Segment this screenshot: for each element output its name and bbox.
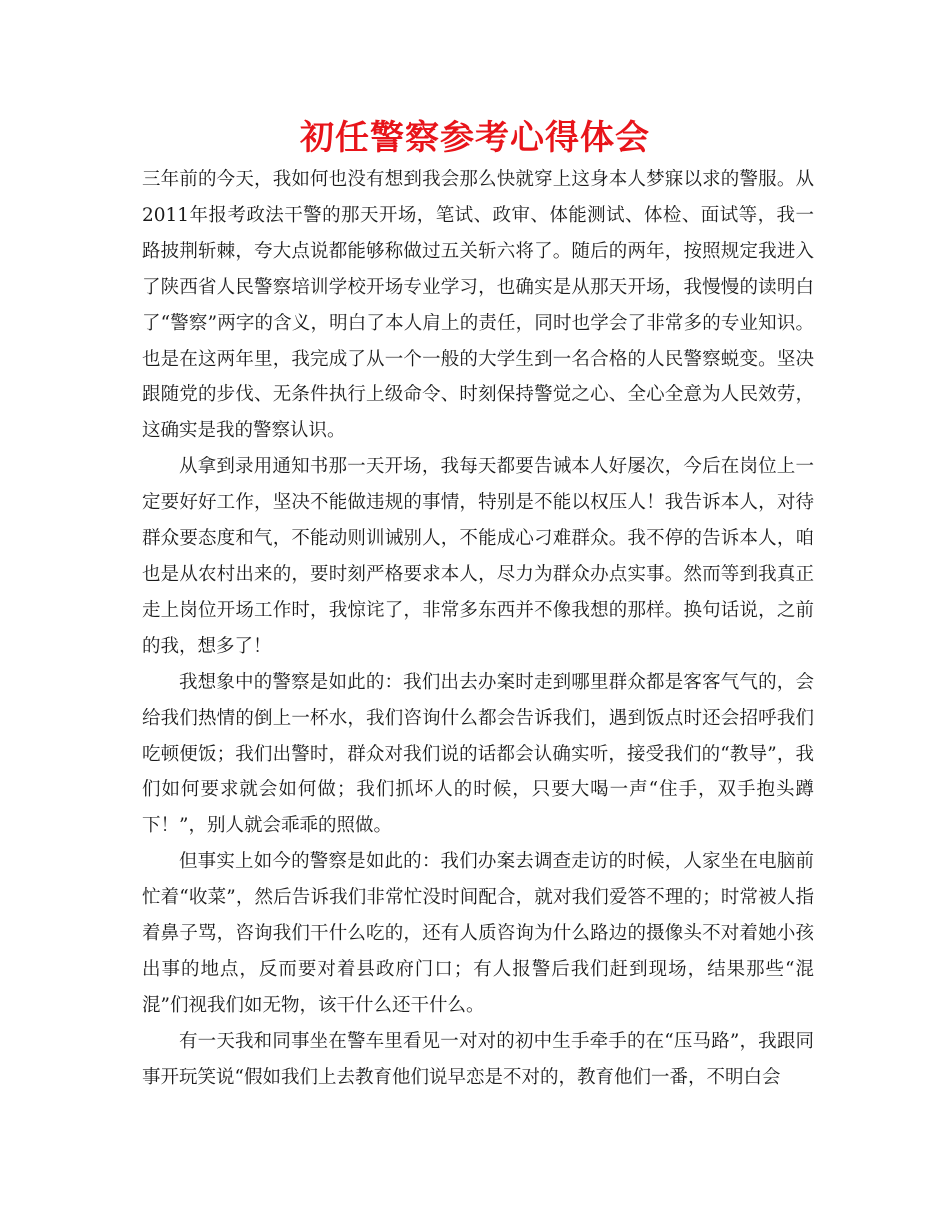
paragraph: 三年前的今天，我如何也没有想到我会那么快就穿上这身本人梦寐以求的警服。从2011年报考政法干警的那天开场，笔试、政审、体能测试、体检、面试等，我一路披荆斩棘，夸大点说都能够称做过五关斩六将了。随后的两年，按照规定我进入了陕西省人民警察培训学校开场专业学习，也确实是从那天开场，我慢慢的读明白了“警察”两字的含义，明白了本人肩上的责任，同时也学会了非常多的专业知识。也是在这两年里，我完成了从一个一般的大学生到一名合格的人民警察蜕变。坚决跟随党的步伐、无条件执行上级命令、时刻保持警觉之心、全心全意为人民效劳，这确实是我的警察认识。 (142, 169, 814, 442)
document-title: 初任警察参考心得体会 (300, 118, 650, 158)
document-body (142, 162, 814, 1096)
paragraph: 从拿到录用通知书那一天开场，我每天都要告诫本人好屡次，今后在岗位上一定要好好工作，坚决不能做违规的事情，特别是不能以权压人！我告诉本人，对待群众要态度和气，不能动则训诫别人，不能成心刁难群众。我不停的告诉本人，咱也是从农村出来的，要时刻严格要求本人，尽力为群众办点实事。然而等到我真正走上岗位开场工作时，我惊诧了，非常多东西并不像我想的那样。换句话说，之前的我，想多了！ (142, 456, 814, 657)
paragraph: 我想象中的警察是如此的：我们出去办案时走到哪里群众都是客客气气的，会给我们热情的倒上一杯水，我们咨询什么都会告诉我们，遇到饭点时还会招呼我们吃顿便饭；我们出警时，群众对我们说的话都会认确实听，接受我们的“教导”，我们如何要求就会如何做；我们抓坏人的时候，只要大喝一声“住手，双手抱头蹲下！”，别人就会乖乖的照做。 (142, 671, 814, 837)
paragraph: 有一天我和同事坐在警车里看见一对对的初中生手牵手的在“压马路”，我跟同事开玩笑说“假如我们上去教育他们说早恋是不对的，教育他们一番，不明白会 (142, 1030, 814, 1088)
paragraph: 但事实上如今的警察是如此的：我们办案去调查走访的时候，人家坐在电脑前忙着“收菜”，然后告诉我们非常忙没时间配合，就对我们爱答不理的；时常被人指着鼻子骂，咨询我们干什么吃的，还有人质咨询为什么路边的摄像头不对着她小孩出事的地点，反而要对着县政府门口；有人报警后我们赶到现场，结果那些“混混”们视我们如无物，该干什么还干什么。 (142, 851, 814, 1016)
